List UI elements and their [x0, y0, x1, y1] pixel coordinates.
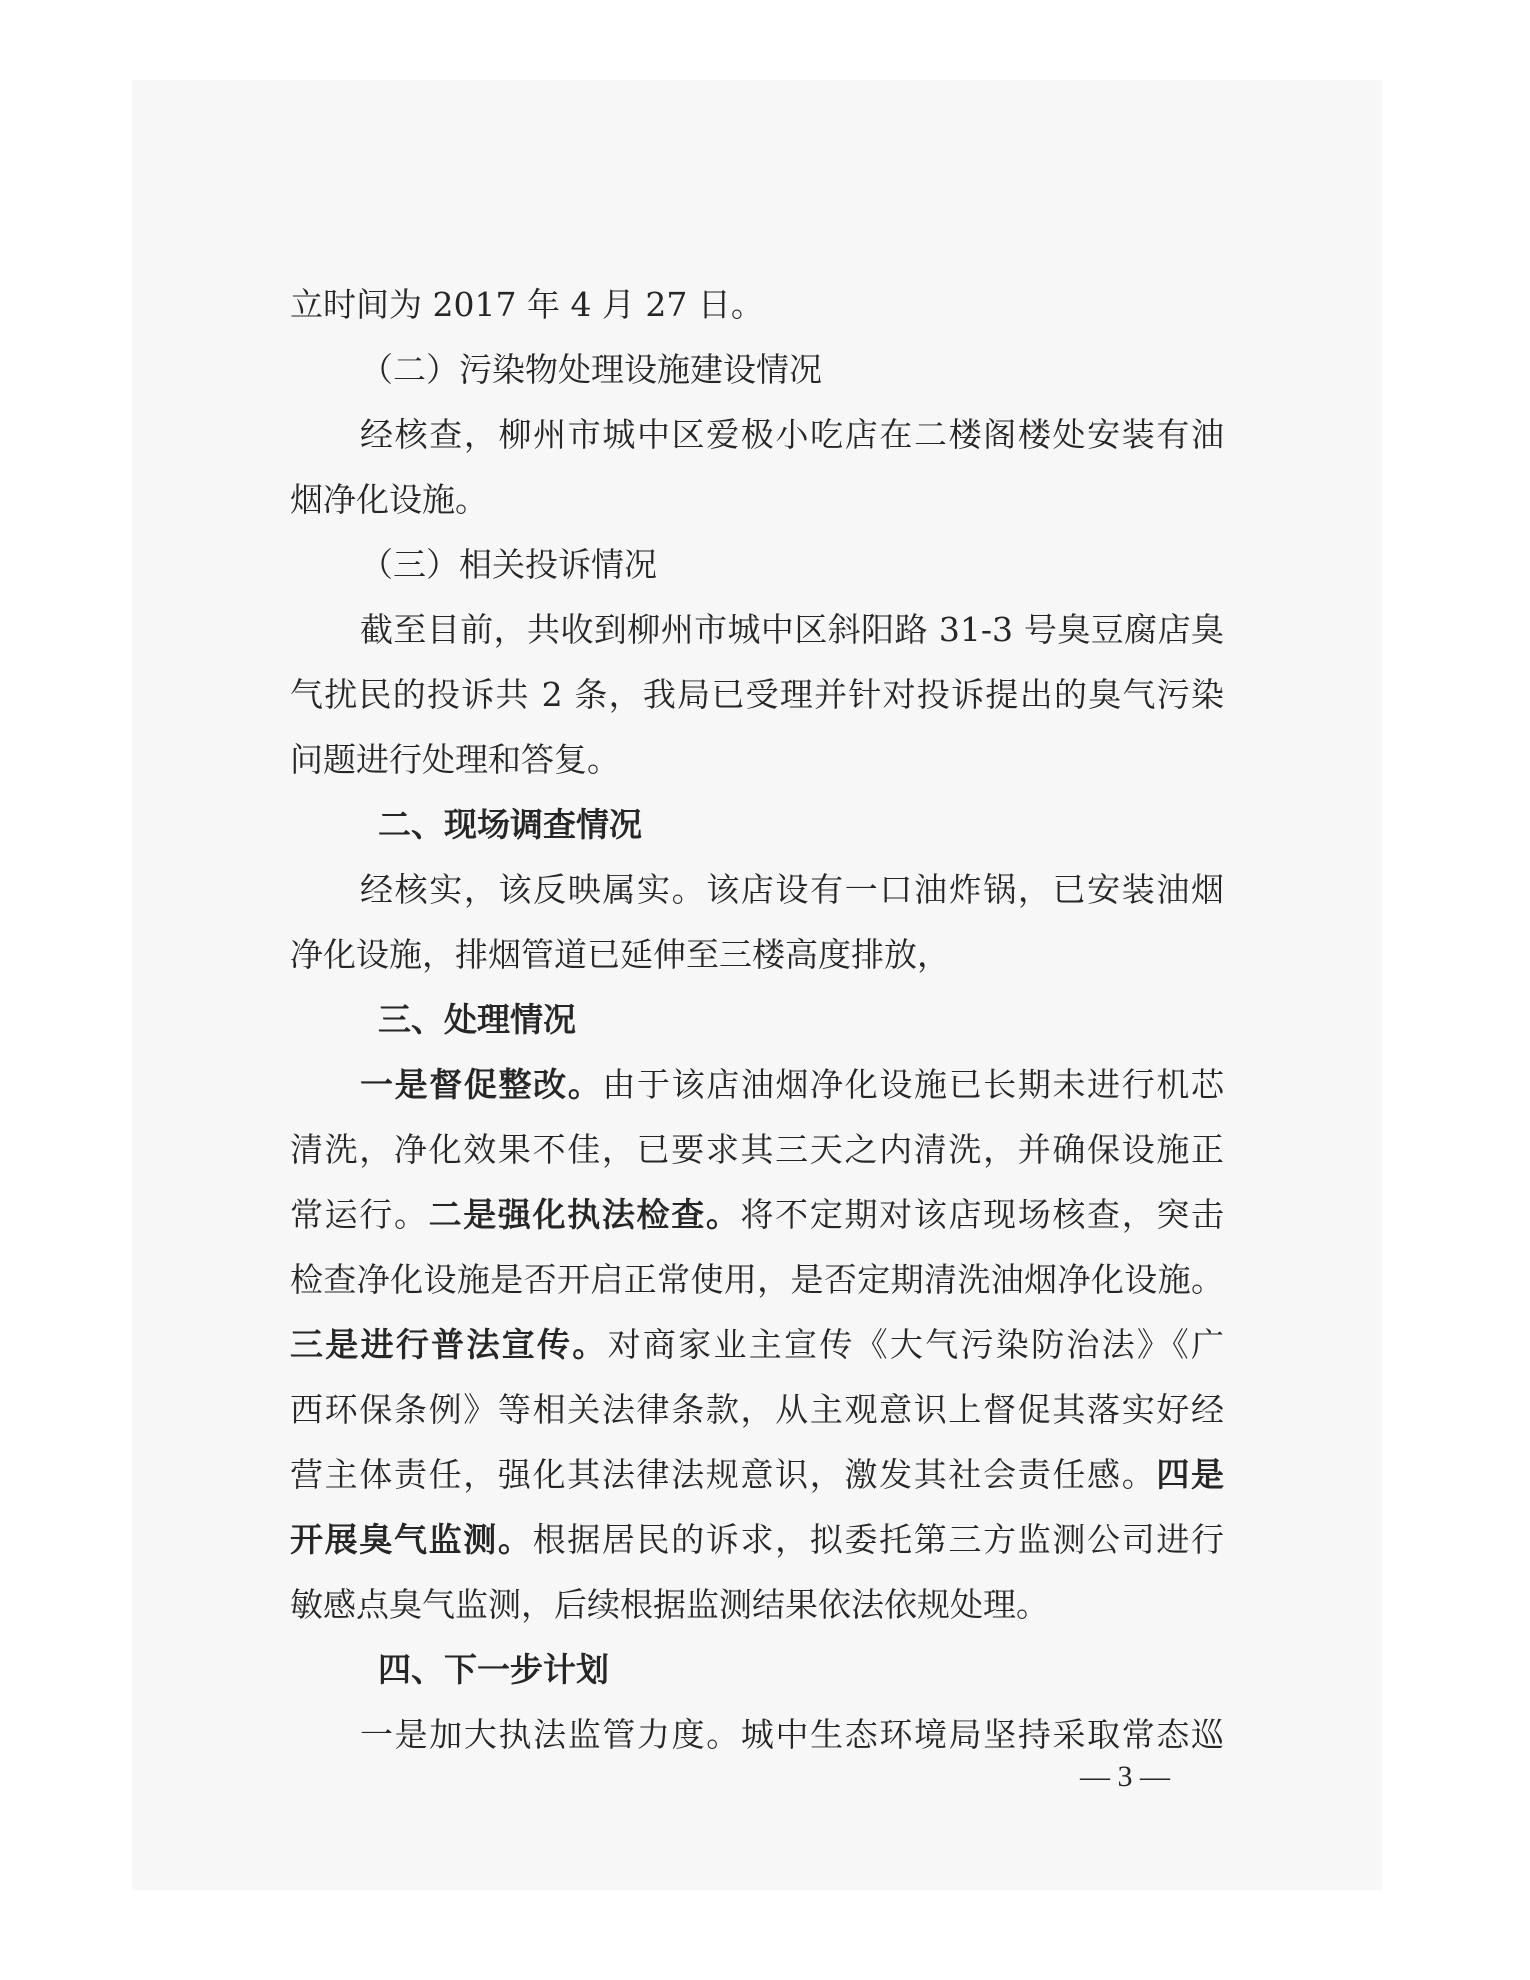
bold-phrase: 三是进行普法宣传。 [290, 1325, 608, 1364]
paragraph-line: 净化设施，排烟管道已延伸至三楼高度排放， [290, 935, 950, 974]
line-text: 根据居民的诉求，拟委托第三方监测公司进行 [532, 1520, 1225, 1559]
page-number: — 3 — [1080, 1760, 1170, 1793]
paragraph-line: 立时间为 2017 年 4 月 27 日。 [290, 285, 764, 324]
bold-phrase: 开展臭气监测。 [290, 1520, 533, 1559]
paragraph-line [290, 1182, 1224, 1247]
line-text: 将不定期对该店现场核查，突击 [740, 1195, 1225, 1234]
line-text: 常运行。 [290, 1195, 429, 1234]
line-text: 营主体责任，强化其法律法规意识，激发其社会责任感。 [290, 1455, 1157, 1494]
section-heading-investigation: 二、现场调查情况 [378, 805, 642, 844]
paragraph-line: 西环保条例》等相关法律条款，从主观意识上督促其落实好经 [290, 1390, 1224, 1429]
paragraph-line [290, 1312, 1224, 1377]
paragraph-line: 经核实，该反映属实。该店设有一口油炸锅，已安装油烟 [360, 870, 1224, 909]
document-body [290, 272, 1224, 1767]
line-text: 对商家业主宣传《大气污染防治法》《广 [607, 1325, 1225, 1364]
paragraph-line: 敏感点臭气监测，后续根据监测结果依法依规处理。 [290, 1585, 1049, 1624]
paragraph-line: 问题进行处理和答复。 [290, 740, 620, 779]
subheading-complaint: （三）相关投诉情况 [360, 545, 657, 584]
paragraph-line: 烟净化设施。 [290, 480, 488, 519]
section-heading-plan: 四、下一步计划 [378, 1650, 609, 1689]
section-heading-handling: 三、处理情况 [378, 1000, 576, 1039]
paragraph-line [290, 1442, 1224, 1507]
line-text: 由于该店油烟净化设施已长期未进行机芯 [602, 1065, 1224, 1104]
subheading-facility: （二）污染物处理设施建设情况 [360, 350, 822, 389]
paragraph-line [290, 1507, 1224, 1572]
bold-phrase: 四是 [1156, 1455, 1225, 1494]
paragraph-line: 气扰民的投诉共 2 条，我局已受理并针对投诉提出的臭气污染 [290, 675, 1224, 714]
paragraph-line: 截至目前，共收到柳州市城中区斜阳路 31-3 号臭豆腐店臭 [360, 610, 1224, 649]
paragraph-line [290, 1052, 1224, 1117]
paragraph-line: 检查净化设施是否开启正常使用，是否定期清洗油烟净化设施。 [290, 1260, 1224, 1299]
paragraph-line: 清洗，净化效果不佳，已要求其三天之内清洗，并确保设施正 [290, 1130, 1224, 1169]
paragraph-line: 经核查，柳州市城中区爱极小吃店在二楼阁楼处安装有油 [360, 415, 1224, 454]
bold-phrase: 二是强化执法检查。 [428, 1195, 741, 1234]
bold-phrase: 一是督促整改。 [360, 1065, 603, 1104]
paragraph-line: 一是加大执法监管力度。城中生态环境局坚持采取常态巡 [360, 1715, 1224, 1754]
